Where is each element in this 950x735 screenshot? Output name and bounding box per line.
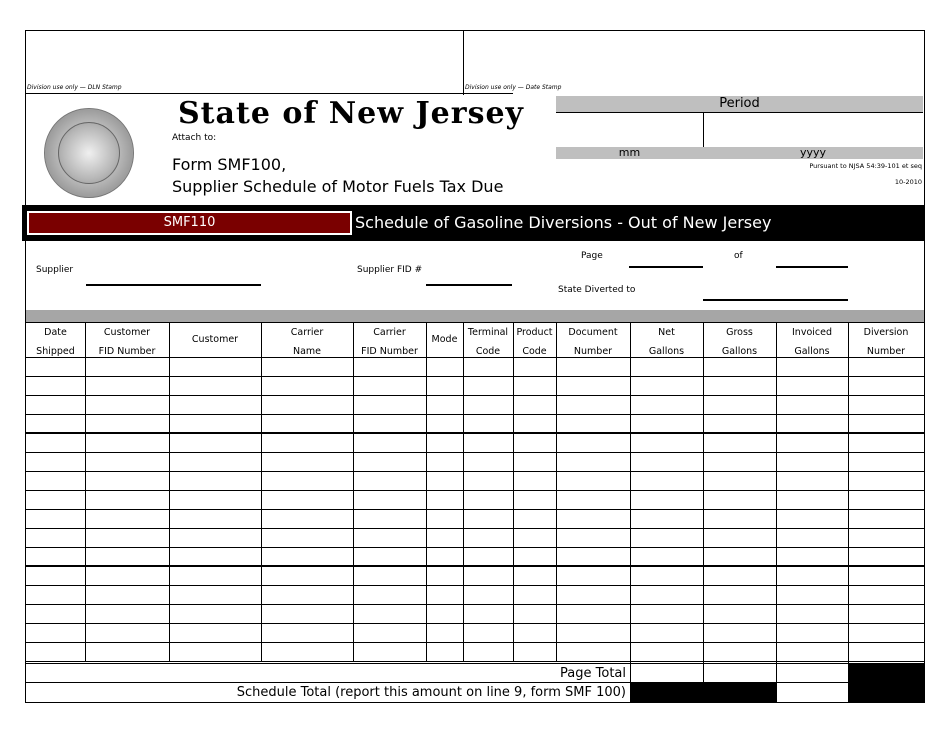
- table-cell[interactable]: [777, 567, 848, 585]
- period-mm-label: mm: [618, 146, 641, 159]
- table-cell[interactable]: [27, 624, 85, 642]
- table-cell[interactable]: [849, 510, 924, 528]
- table-cell[interactable]: [631, 415, 703, 433]
- table-cell[interactable]: [777, 605, 848, 623]
- table-cell[interactable]: [631, 453, 703, 471]
- net-gallons-page-total[interactable]: [630, 664, 702, 682]
- table-cell[interactable]: [86, 396, 169, 414]
- table-cell[interactable]: [262, 624, 353, 642]
- table-cell[interactable]: [86, 586, 169, 604]
- table-cell[interactable]: [262, 643, 353, 661]
- supplier-name-line[interactable]: [86, 284, 261, 286]
- table-cell[interactable]: [170, 643, 261, 661]
- table-column-line: [261, 322, 262, 661]
- table-cell[interactable]: [427, 548, 463, 566]
- table-cell[interactable]: [27, 377, 85, 395]
- column-header-line-1: Mode: [431, 334, 458, 345]
- table-cell[interactable]: [86, 567, 169, 585]
- table-cell[interactable]: [86, 643, 169, 661]
- gross-gallons-page-total[interactable]: [703, 664, 775, 682]
- table-row-line: [26, 661, 924, 662]
- table-column-line: [353, 322, 354, 661]
- page-label: Page: [581, 251, 603, 261]
- table-cell[interactable]: [704, 586, 776, 604]
- table-cell[interactable]: [427, 472, 463, 490]
- table-cell[interactable]: [464, 358, 513, 376]
- table-cell[interactable]: [170, 548, 261, 566]
- table-cell[interactable]: [631, 605, 703, 623]
- table-cell[interactable]: [86, 605, 169, 623]
- table-cell[interactable]: [631, 567, 703, 585]
- column-header: [463, 323, 513, 357]
- table-cell[interactable]: [514, 605, 556, 623]
- table-cell[interactable]: [27, 567, 85, 585]
- state-diverted-line[interactable]: [703, 299, 848, 301]
- schedule-total-blackout: [630, 683, 776, 702]
- table-cell[interactable]: [464, 415, 513, 433]
- table-cell[interactable]: [27, 358, 85, 376]
- column-header-line-1: Product: [516, 327, 553, 338]
- table-cell[interactable]: [464, 396, 513, 414]
- invoiced-gallons-page-total[interactable]: [776, 664, 848, 682]
- table-cell[interactable]: [86, 491, 169, 509]
- table-cell[interactable]: [354, 548, 426, 566]
- column-header-line-2: Code: [522, 346, 547, 357]
- table-cell[interactable]: [27, 643, 85, 661]
- table-cell[interactable]: [427, 453, 463, 471]
- table-cell[interactable]: [262, 358, 353, 376]
- table-cell[interactable]: [849, 491, 924, 509]
- table-cell[interactable]: [631, 396, 703, 414]
- table-cell[interactable]: [777, 491, 848, 509]
- table-cell[interactable]: [464, 586, 513, 604]
- page-count-line[interactable]: [776, 266, 848, 268]
- table-cell[interactable]: [849, 415, 924, 433]
- table-cell[interactable]: [849, 529, 924, 547]
- table-cell[interactable]: [464, 510, 513, 528]
- table-cell[interactable]: [427, 643, 463, 661]
- table-cell[interactable]: [354, 377, 426, 395]
- period-month-input[interactable]: [557, 113, 702, 147]
- table-cell[interactable]: [514, 377, 556, 395]
- table-cell[interactable]: [557, 434, 630, 452]
- table-cell[interactable]: [427, 624, 463, 642]
- table-cell[interactable]: [514, 548, 556, 566]
- table-cell[interactable]: [354, 415, 426, 433]
- table-cell[interactable]: [849, 472, 924, 490]
- table-cell[interactable]: [849, 624, 924, 642]
- table-cell[interactable]: [262, 586, 353, 604]
- table-cell[interactable]: [514, 472, 556, 490]
- table-cell[interactable]: [262, 491, 353, 509]
- table-cell[interactable]: [704, 358, 776, 376]
- table-cell[interactable]: [464, 529, 513, 547]
- section-separator: [26, 310, 924, 322]
- table-cell[interactable]: [27, 548, 85, 566]
- period-header: [556, 96, 923, 112]
- table-cell[interactable]: [514, 643, 556, 661]
- form-line-2: Supplier Schedule of Motor Fuels Tax Due: [172, 177, 504, 196]
- table-cell[interactable]: [170, 624, 261, 642]
- page-number-line[interactable]: [629, 266, 703, 268]
- table-cell[interactable]: [849, 586, 924, 604]
- table-cell[interactable]: [170, 529, 261, 547]
- column-header-line-1: Date: [44, 327, 67, 338]
- table-cell[interactable]: [427, 510, 463, 528]
- table-cell[interactable]: [849, 396, 924, 414]
- table-cell[interactable]: [427, 605, 463, 623]
- table-cell[interactable]: [631, 472, 703, 490]
- table-column-line: [85, 322, 86, 661]
- table-cell[interactable]: [354, 453, 426, 471]
- table-cell[interactable]: [704, 605, 776, 623]
- table-cell[interactable]: [704, 624, 776, 642]
- table-column-line: [426, 322, 427, 661]
- column-header: [169, 323, 261, 357]
- table-cell[interactable]: [777, 396, 848, 414]
- table-column-line: [556, 322, 557, 661]
- table-cell[interactable]: [514, 434, 556, 452]
- table-cell[interactable]: [704, 415, 776, 433]
- table-cell[interactable]: [557, 415, 630, 433]
- table-cell[interactable]: [777, 453, 848, 471]
- table-cell[interactable]: [777, 529, 848, 547]
- table-cell[interactable]: [354, 434, 426, 452]
- table-cell[interactable]: [849, 567, 924, 585]
- table-cell[interactable]: [354, 396, 426, 414]
- column-header: [556, 323, 630, 357]
- table-cell[interactable]: [464, 491, 513, 509]
- table-column-line: [703, 322, 704, 661]
- column-header-line-2: Gallons: [648, 346, 685, 357]
- table-cell[interactable]: [464, 434, 513, 452]
- table-cell[interactable]: [704, 472, 776, 490]
- table-cell[interactable]: [777, 472, 848, 490]
- table-column-line: [848, 322, 849, 661]
- table-column-line: [513, 322, 514, 661]
- table-cell[interactable]: [427, 377, 463, 395]
- table-cell[interactable]: [631, 624, 703, 642]
- supplier-label: Supplier: [36, 265, 74, 275]
- table-cell[interactable]: [262, 605, 353, 623]
- table-cell[interactable]: [631, 510, 703, 528]
- table-cell[interactable]: [777, 643, 848, 661]
- column-header-line-1: Customer: [103, 327, 151, 338]
- table-cell[interactable]: [354, 605, 426, 623]
- table-cell[interactable]: [849, 434, 924, 452]
- table-cell[interactable]: [354, 491, 426, 509]
- table-column-line: [776, 322, 777, 661]
- table-cell[interactable]: [704, 491, 776, 509]
- form-line-1: Form SMF100,: [172, 155, 287, 174]
- table-cell[interactable]: [86, 415, 169, 433]
- state-diverted-label: State Diverted to: [558, 285, 636, 295]
- table-cell[interactable]: [514, 396, 556, 414]
- table-cell[interactable]: [557, 548, 630, 566]
- table-cell[interactable]: [514, 567, 556, 585]
- table-cell[interactable]: [557, 605, 630, 623]
- table-cell[interactable]: [704, 548, 776, 566]
- column-header-line-1: Carrier: [290, 327, 324, 338]
- stamp-bottom-line-left: [25, 93, 513, 94]
- table-cell[interactable]: [262, 529, 353, 547]
- table-cell[interactable]: [86, 510, 169, 528]
- table-cell[interactable]: [514, 586, 556, 604]
- table-cell[interactable]: [354, 567, 426, 585]
- table-cell[interactable]: [262, 396, 353, 414]
- table-cell[interactable]: [27, 491, 85, 509]
- column-header-line-1: Net: [658, 327, 675, 338]
- table-cell[interactable]: [86, 453, 169, 471]
- table-cell[interactable]: [777, 377, 848, 395]
- table-cell[interactable]: [777, 358, 848, 376]
- table-cell[interactable]: [849, 643, 924, 661]
- table-cell[interactable]: [262, 453, 353, 471]
- column-header: [85, 323, 169, 357]
- table-cell[interactable]: [86, 472, 169, 490]
- table-cell[interactable]: [27, 605, 85, 623]
- table-cell[interactable]: [262, 377, 353, 395]
- table-cell[interactable]: [27, 586, 85, 604]
- table-cell[interactable]: [557, 396, 630, 414]
- table-cell[interactable]: [354, 510, 426, 528]
- table-cell[interactable]: [170, 377, 261, 395]
- supplier-fid-line[interactable]: [426, 284, 512, 286]
- table-cell[interactable]: [849, 548, 924, 566]
- table-cell[interactable]: [557, 529, 630, 547]
- table-cell[interactable]: [262, 548, 353, 566]
- column-header-line-2: Number: [573, 346, 613, 357]
- table-cell[interactable]: [777, 624, 848, 642]
- table-cell[interactable]: [557, 491, 630, 509]
- column-header-line-1: Customer: [191, 334, 239, 345]
- table-cell[interactable]: [557, 453, 630, 471]
- table-cell[interactable]: [86, 548, 169, 566]
- table-cell[interactable]: [777, 586, 848, 604]
- column-header: [513, 323, 556, 357]
- table-cell[interactable]: [849, 377, 924, 395]
- table-cell[interactable]: [170, 396, 261, 414]
- table-cell[interactable]: [354, 472, 426, 490]
- schedule-title: Schedule of Gasoline Diversions - Out of New Jersey: [355, 213, 772, 232]
- table-cell[interactable]: [464, 377, 513, 395]
- table-cell[interactable]: [704, 453, 776, 471]
- table-cell[interactable]: [631, 643, 703, 661]
- table-cell[interactable]: [27, 472, 85, 490]
- table-cell[interactable]: [170, 605, 261, 623]
- table-cell[interactable]: [849, 605, 924, 623]
- of-label: of: [734, 251, 743, 261]
- column-header-line-2: Gallons: [721, 346, 758, 357]
- table-cell[interactable]: [262, 510, 353, 528]
- table-cell[interactable]: [170, 567, 261, 585]
- table-cell[interactable]: [427, 586, 463, 604]
- table-cell[interactable]: [464, 548, 513, 566]
- column-header: [848, 323, 924, 357]
- table-cell[interactable]: [354, 624, 426, 642]
- table-cell[interactable]: [170, 415, 261, 433]
- table-cell[interactable]: [631, 548, 703, 566]
- table-cell[interactable]: [427, 529, 463, 547]
- state-title: State of New Jersey: [178, 96, 524, 131]
- column-header-line-2: FID Number: [361, 346, 418, 357]
- column-header-line-1: Gross: [726, 327, 753, 338]
- page-total-label: Page Total: [560, 666, 626, 681]
- column-header-line-1: Carrier: [373, 327, 406, 338]
- diversion-page-total-blackout: [848, 664, 924, 702]
- table-cell[interactable]: [427, 491, 463, 509]
- table-cell[interactable]: [557, 567, 630, 585]
- column-header-line-1: Document: [568, 327, 618, 338]
- table-cell[interactable]: [557, 643, 630, 661]
- table-column-line: [169, 322, 170, 661]
- form-code: SMF110: [163, 215, 216, 230]
- table-cell[interactable]: [27, 415, 85, 433]
- table-cell[interactable]: [514, 510, 556, 528]
- table-column-line: [630, 322, 631, 661]
- table-column-line: [463, 322, 464, 661]
- table-cell[interactable]: [514, 358, 556, 376]
- stamp-divider: [463, 30, 464, 95]
- table-cell[interactable]: [514, 529, 556, 547]
- table-cell[interactable]: [631, 529, 703, 547]
- table-cell[interactable]: [557, 377, 630, 395]
- schedule-total-label: Schedule Total (report this amount on line 9, form SMF 100): [236, 685, 626, 700]
- column-header: [703, 323, 776, 357]
- table-cell[interactable]: [631, 491, 703, 509]
- table-cell[interactable]: [514, 453, 556, 471]
- state-seal-center: [58, 122, 120, 184]
- column-header-line-2: FID Number: [98, 346, 156, 357]
- table-cell[interactable]: [631, 586, 703, 604]
- table-cell[interactable]: [354, 358, 426, 376]
- table-cell[interactable]: [777, 415, 848, 433]
- statute-note: Pursuant to NJSA 54:39-101 et seq: [809, 162, 922, 170]
- table-cell[interactable]: [557, 510, 630, 528]
- table-cell[interactable]: [631, 358, 703, 376]
- table-cell[interactable]: [777, 548, 848, 566]
- column-header-line-2: Shipped: [36, 346, 75, 357]
- dln-stamp-label: Division use only — DLN Stamp: [27, 84, 122, 91]
- table-cell[interactable]: [704, 434, 776, 452]
- table-cell[interactable]: [704, 567, 776, 585]
- table-cell[interactable]: [354, 529, 426, 547]
- table-cell[interactable]: [514, 624, 556, 642]
- table-cell[interactable]: [262, 472, 353, 490]
- table-cell[interactable]: [557, 586, 630, 604]
- table-cell[interactable]: [704, 377, 776, 395]
- table-cell[interactable]: [170, 586, 261, 604]
- table-cell[interactable]: [464, 567, 513, 585]
- column-header-line-1: Diversion: [863, 327, 909, 338]
- table-cell[interactable]: [427, 358, 463, 376]
- table-cell[interactable]: [631, 377, 703, 395]
- table-cell[interactable]: [262, 415, 353, 433]
- attach-label: Attach to:: [172, 133, 217, 143]
- table-cell[interactable]: [464, 472, 513, 490]
- column-header-line-1: Invoiced: [792, 327, 832, 338]
- column-header-line-1: Terminal: [467, 327, 509, 338]
- column-header-line-2: Code: [475, 346, 501, 357]
- column-header: [26, 323, 85, 357]
- table-cell[interactable]: [27, 510, 85, 528]
- table-cell[interactable]: [464, 453, 513, 471]
- table-cell[interactable]: [849, 453, 924, 471]
- column-header: [630, 323, 703, 357]
- column-header: [261, 323, 353, 357]
- table-cell[interactable]: [777, 510, 848, 528]
- table-cell[interactable]: [354, 643, 426, 661]
- table-cell[interactable]: [170, 491, 261, 509]
- table-cell[interactable]: [27, 453, 85, 471]
- table-cell[interactable]: [170, 472, 261, 490]
- table-cell[interactable]: [86, 377, 169, 395]
- table-cell[interactable]: [170, 358, 261, 376]
- table-cell[interactable]: [27, 434, 85, 452]
- table-cell[interactable]: [631, 434, 703, 452]
- table-cell[interactable]: [704, 529, 776, 547]
- table-cell[interactable]: [170, 453, 261, 471]
- table-cell[interactable]: [427, 396, 463, 414]
- table-cell[interactable]: [427, 434, 463, 452]
- column-header: [353, 323, 426, 357]
- invoiced-gallons-schedule-total[interactable]: [776, 683, 848, 701]
- period-yyyy-label: yyyy: [799, 146, 827, 159]
- table-cell[interactable]: [464, 643, 513, 661]
- table-cell[interactable]: [557, 358, 630, 376]
- table-cell[interactable]: [170, 510, 261, 528]
- table-cell[interactable]: [704, 510, 776, 528]
- table-cell[interactable]: [27, 529, 85, 547]
- table-cell[interactable]: [849, 358, 924, 376]
- date-stamp-label: Division use only — Date Stamp: [465, 84, 562, 91]
- table-cell[interactable]: [777, 434, 848, 452]
- table-cell[interactable]: [262, 567, 353, 585]
- table-cell[interactable]: [262, 434, 353, 452]
- column-header-line-2: Name: [292, 346, 322, 357]
- table-cell[interactable]: [427, 567, 463, 585]
- column-header: [426, 323, 463, 357]
- period-year-input[interactable]: [704, 113, 922, 147]
- revision-note: 10-2010: [894, 178, 922, 186]
- table-cell[interactable]: [514, 415, 556, 433]
- column-header-line-2: Number: [866, 346, 906, 357]
- table-cell[interactable]: [86, 358, 169, 376]
- table-cell[interactable]: [427, 415, 463, 433]
- table-cell[interactable]: [557, 472, 630, 490]
- table-cell[interactable]: [354, 586, 426, 604]
- table-cell[interactable]: [170, 434, 261, 452]
- table-cell[interactable]: [514, 491, 556, 509]
- table-cell[interactable]: [464, 605, 513, 623]
- table-cell[interactable]: [86, 624, 169, 642]
- supplier-fid-label: Supplier FID #: [357, 265, 423, 275]
- form-code-box: [27, 211, 352, 235]
- table-cell[interactable]: [464, 624, 513, 642]
- table-cell[interactable]: [557, 624, 630, 642]
- table-cell[interactable]: [86, 434, 169, 452]
- table-cell[interactable]: [86, 529, 169, 547]
- table-cell[interactable]: [27, 396, 85, 414]
- table-cell[interactable]: [704, 396, 776, 414]
- table-cell[interactable]: [704, 643, 776, 661]
- period-title: Period: [719, 96, 760, 111]
- column-header: [776, 323, 848, 357]
- column-header-line-2: Gallons: [794, 346, 830, 357]
